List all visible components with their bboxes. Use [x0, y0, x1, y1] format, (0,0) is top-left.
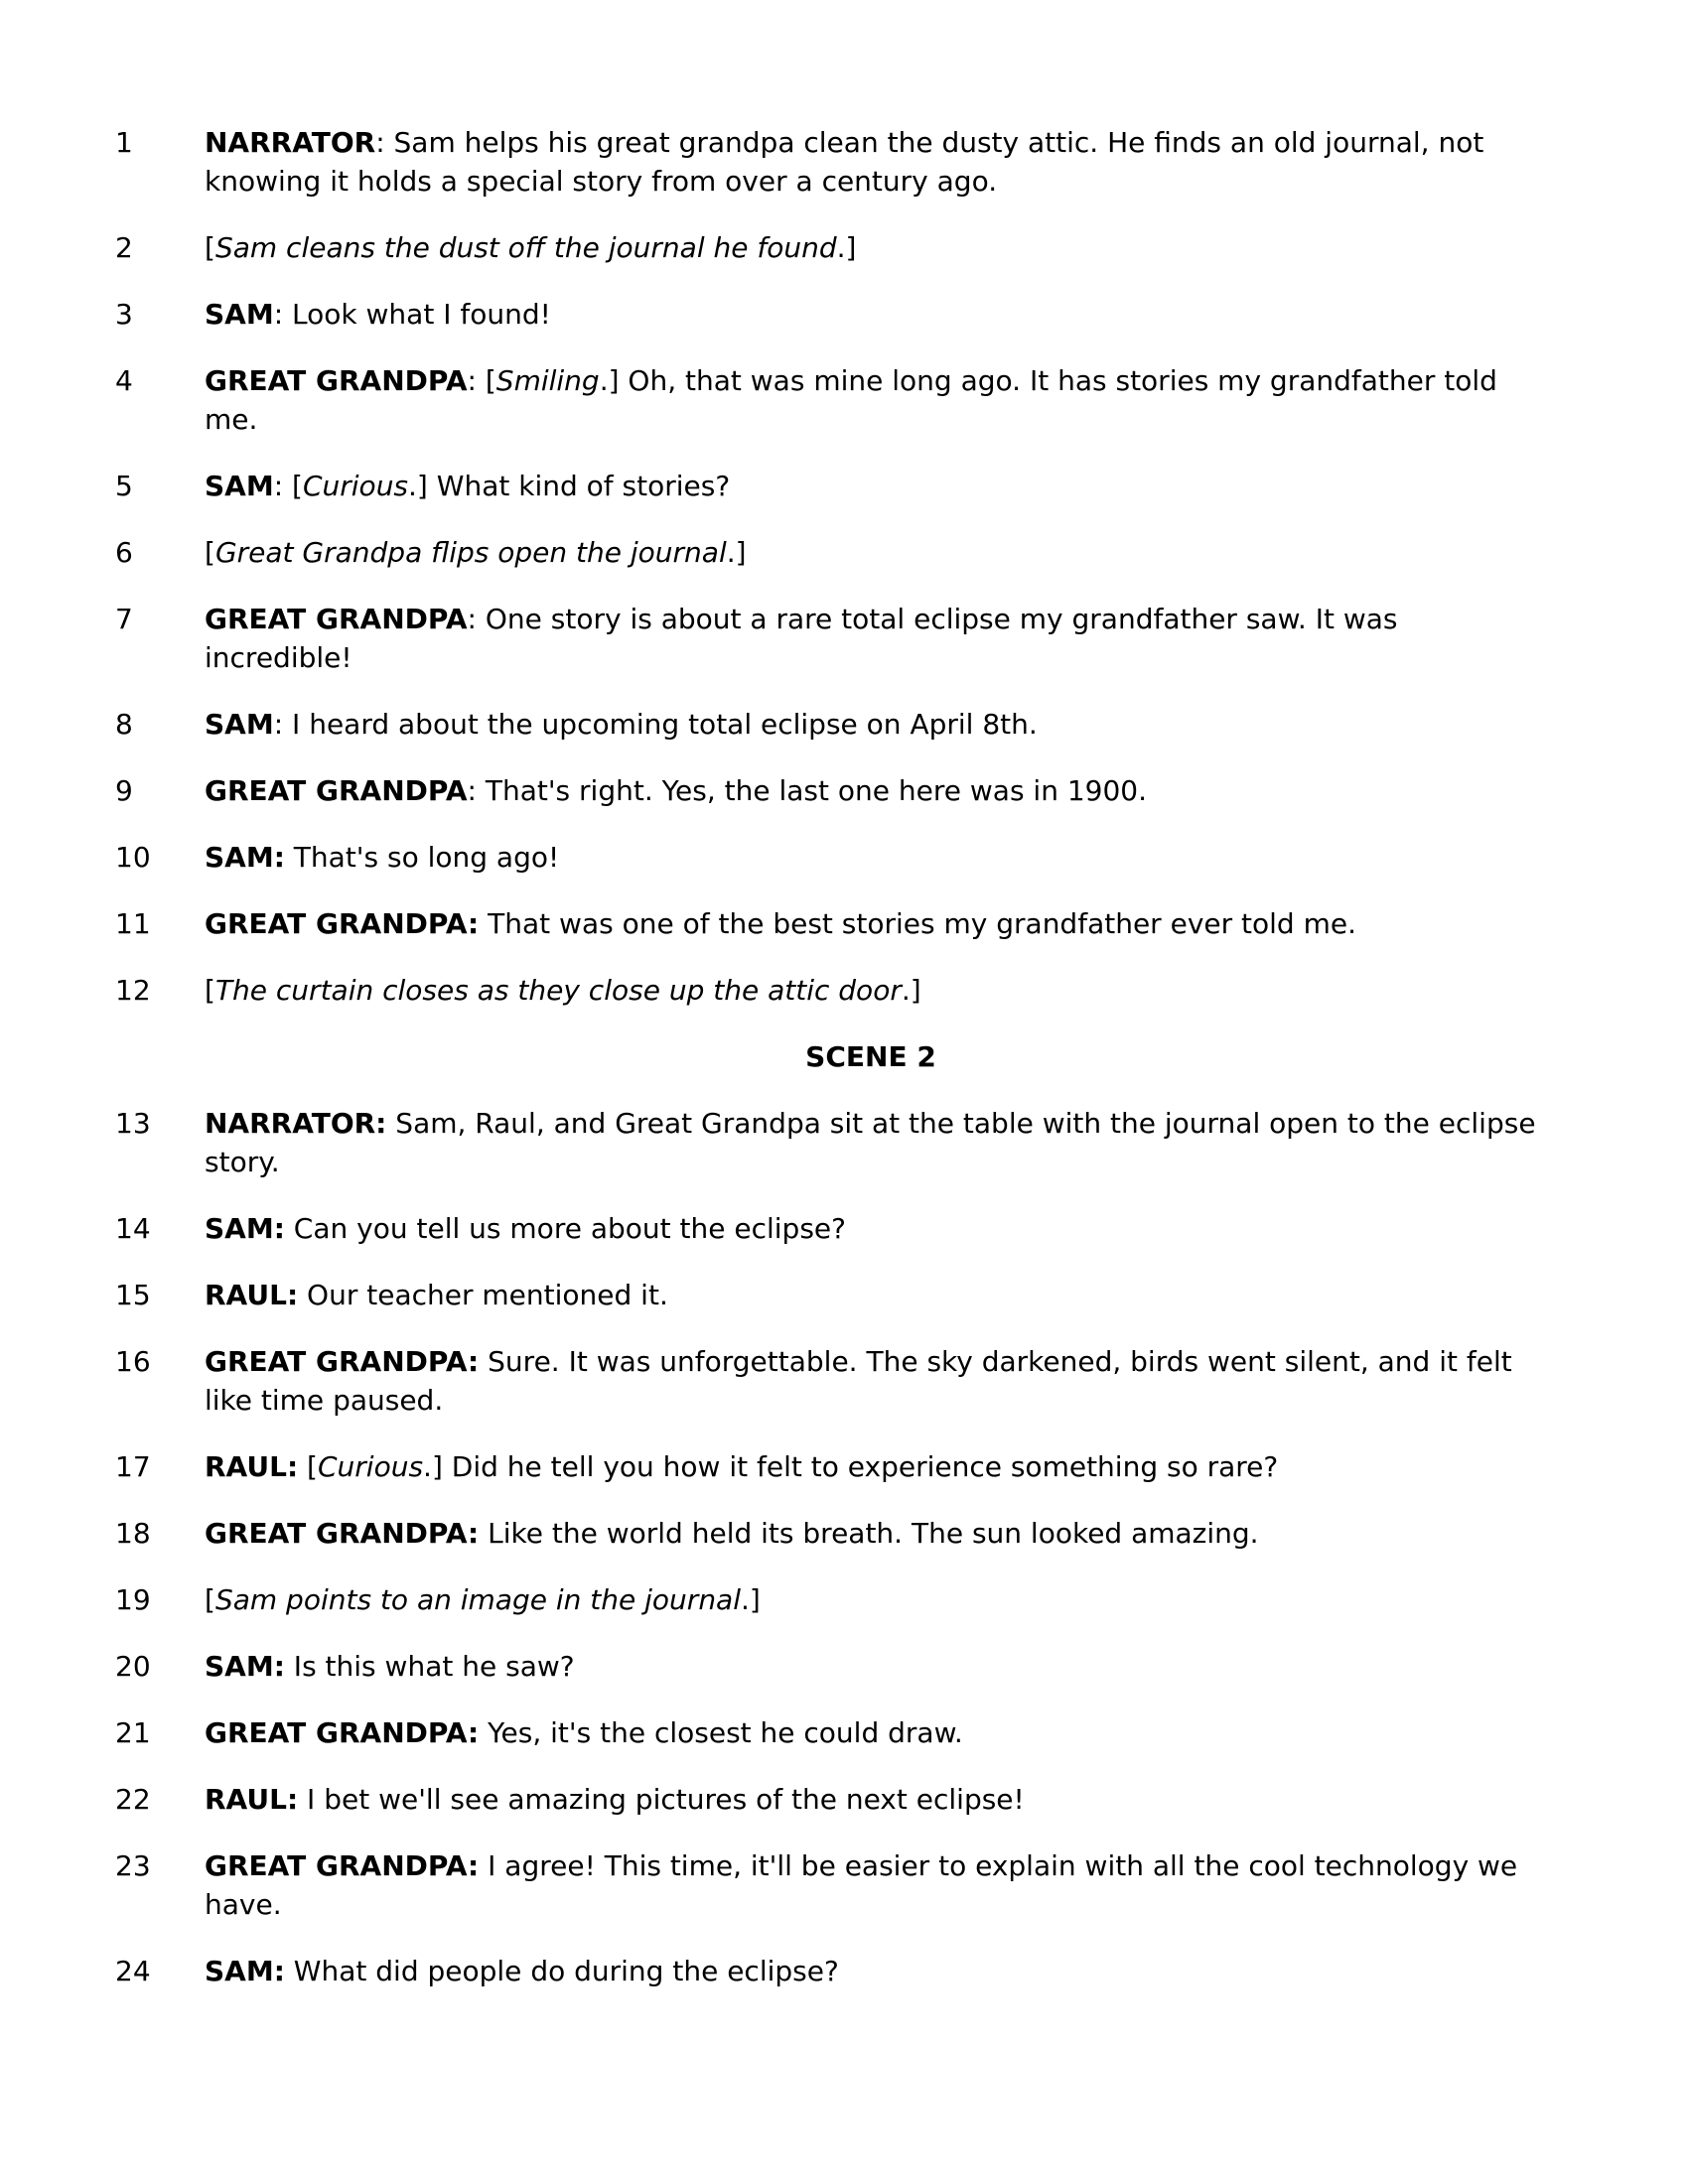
line-text-segment: GREAT GRANDPA:	[205, 1517, 480, 1550]
line-text-segment: [	[298, 1450, 318, 1483]
line-text-segment: Sam cleans the dust off the journal he found	[214, 231, 837, 264]
line-text-segment: I bet we'll see amazing pictures of the next eclipse!	[298, 1783, 1025, 1816]
line-text-segment: .]	[741, 1583, 761, 1616]
script-line	[115, 361, 1537, 439]
line-text	[205, 1647, 1537, 1686]
script-line	[115, 1952, 1537, 1990]
scene-heading-row	[115, 1037, 1537, 1076]
line-text-segment: : One story is about a rare total eclipse my grandfather saw. It was incredible!	[205, 603, 1398, 674]
line-text-segment: SAM:	[205, 1650, 285, 1683]
line-text-segment: .] What kind of stories?	[408, 470, 731, 502]
line-text	[205, 705, 1537, 744]
line-text-segment: .]	[836, 231, 857, 264]
line-number: 6	[115, 536, 133, 569]
line-text	[205, 228, 1537, 267]
line-text	[205, 1952, 1537, 1990]
line-text	[205, 295, 1537, 334]
line-text-segment: SAM	[205, 708, 274, 741]
script-line	[115, 1713, 1537, 1752]
line-text-segment: .] Did he tell you how it felt to experience something so rare?	[423, 1450, 1279, 1483]
line-text	[205, 1846, 1537, 1924]
line-text-segment: Curious	[302, 470, 409, 502]
line-text-segment: GREAT GRANDPA:	[205, 1716, 480, 1749]
line-text-segment: [	[205, 536, 215, 569]
line-text	[205, 1580, 1537, 1619]
line-text	[205, 771, 1537, 810]
line-text-segment: That was one of the best stories my grandfather ever told me.	[479, 907, 1356, 940]
line-number: 5	[115, 470, 133, 502]
line-text-segment: Our teacher mentioned it.	[298, 1279, 668, 1311]
line-number: 7	[115, 603, 133, 635]
line-text-segment: GREAT GRANDPA:	[205, 1345, 480, 1378]
script-line	[115, 295, 1537, 334]
line-text-segment: : Sam helps his great grandpa clean the dusty attic. He finds an old journal, not knowing it holds a special story from over a century ago.	[205, 126, 1484, 198]
line-text	[205, 904, 1537, 943]
script-body	[115, 123, 1537, 2018]
script-line	[115, 971, 1537, 1010]
line-number: 1	[115, 126, 133, 159]
line-number: 11	[115, 907, 151, 940]
script-line	[115, 467, 1537, 505]
scene-heading: SCENE 2	[805, 1040, 936, 1073]
line-text-segment: Can you tell us more about the eclipse?	[284, 1212, 847, 1245]
line-text-segment: I agree! This time, it'll be easier to explain with all the cool technology we have.	[205, 1849, 1518, 1921]
script-line	[115, 1276, 1537, 1314]
line-text-segment: RAUL:	[205, 1783, 299, 1816]
line-text	[205, 971, 1537, 1010]
line-number: 20	[115, 1650, 151, 1683]
script-line	[115, 904, 1537, 943]
line-text-segment: RAUL:	[205, 1450, 299, 1483]
line-text	[205, 1104, 1537, 1181]
line-text-segment: Great Grandpa flips open the journal	[214, 536, 727, 569]
line-text-segment: : [	[467, 364, 496, 397]
line-text	[205, 1342, 1537, 1420]
line-number: 15	[115, 1279, 151, 1311]
line-text-segment: Sam, Raul, and Great Grandpa sit at the table with the journal open to the eclipse story.	[205, 1107, 1536, 1178]
line-text-segment: GREAT GRANDPA:	[205, 1849, 480, 1882]
script-line	[115, 1104, 1537, 1181]
line-text-segment: Yes, it's the closest he could draw.	[479, 1716, 963, 1749]
script-line	[115, 1580, 1537, 1619]
line-text-segment: Sam points to an image in the journal	[214, 1583, 741, 1616]
line-text-segment: Is this what he saw?	[284, 1650, 575, 1683]
line-number: 21	[115, 1716, 151, 1749]
script-line	[115, 771, 1537, 810]
line-text	[205, 1713, 1537, 1752]
line-text-segment: GREAT GRANDPA	[205, 603, 468, 635]
script-line	[115, 1342, 1537, 1420]
line-text-segment: [	[205, 231, 215, 264]
line-text-segment: .]	[901, 974, 921, 1007]
script-line	[115, 600, 1537, 677]
line-number: 24	[115, 1955, 151, 1987]
line-text-segment: SAM:	[205, 841, 285, 874]
line-text	[205, 1780, 1537, 1819]
script-line	[115, 705, 1537, 744]
line-number: 14	[115, 1212, 151, 1245]
line-text	[205, 361, 1537, 439]
line-text-segment: : That's right. Yes, the last one here was in 1900.	[467, 774, 1148, 807]
script-line	[115, 1647, 1537, 1686]
line-number: 3	[115, 298, 133, 331]
script-line	[115, 1780, 1537, 1819]
line-text-segment: GREAT GRANDPA:	[205, 907, 480, 940]
line-text	[205, 1209, 1537, 1248]
line-text-segment: Sure. It was unforgettable. The sky darkened, birds went silent, and it felt like time paused.	[205, 1345, 1512, 1417]
line-number: 8	[115, 708, 133, 741]
line-text-segment: GREAT GRANDPA	[205, 364, 468, 397]
line-text	[205, 467, 1537, 505]
line-text-segment: Like the world held its breath. The sun looked amazing.	[479, 1517, 1259, 1550]
line-number: 12	[115, 974, 151, 1007]
line-text-segment: NARRATOR:	[205, 1107, 387, 1140]
line-number: 17	[115, 1450, 151, 1483]
line-text-segment: SAM	[205, 298, 274, 331]
line-text-segment: SAM:	[205, 1955, 285, 1987]
line-text-segment: SAM:	[205, 1212, 285, 1245]
script-line	[115, 1209, 1537, 1248]
script-line	[115, 1447, 1537, 1486]
line-text-segment: RAUL:	[205, 1279, 299, 1311]
line-text-segment: That's so long ago!	[284, 841, 560, 874]
line-text-segment: : Look what I found!	[273, 298, 551, 331]
script-line	[115, 1514, 1537, 1553]
line-number: 23	[115, 1849, 151, 1882]
script-line	[115, 1846, 1537, 1924]
line-text-segment: .] Oh, that was mine long ago. It has stories my grandfather told me.	[205, 364, 1497, 436]
line-text-segment: : [	[273, 470, 303, 502]
line-text-segment: [	[205, 974, 215, 1007]
line-number: 16	[115, 1345, 151, 1378]
script-line	[115, 838, 1537, 877]
line-text	[205, 1447, 1537, 1486]
line-text	[205, 1514, 1537, 1553]
line-text	[205, 533, 1537, 572]
script-line	[115, 533, 1537, 572]
line-text-segment: SAM	[205, 470, 274, 502]
line-number: 19	[115, 1583, 151, 1616]
line-text-segment: The curtain closes as they close up the attic door	[214, 974, 902, 1007]
line-text	[205, 600, 1537, 677]
line-text-segment: What did people do during the eclipse?	[284, 1955, 839, 1987]
line-text-segment: Curious	[317, 1450, 424, 1483]
line-number: 10	[115, 841, 151, 874]
line-text-segment: Smiling	[495, 364, 600, 397]
line-text	[205, 123, 1537, 201]
script-line	[115, 123, 1537, 201]
line-text-segment: GREAT GRANDPA	[205, 774, 468, 807]
line-text-segment: [	[205, 1583, 215, 1616]
line-text	[205, 1276, 1537, 1314]
line-number: 9	[115, 774, 133, 807]
line-text-segment: : I heard about the upcoming total eclipse on April 8th.	[273, 708, 1038, 741]
script-line	[115, 228, 1537, 267]
line-number: 18	[115, 1517, 151, 1550]
line-text	[205, 838, 1537, 877]
line-number: 2	[115, 231, 133, 264]
line-number: 22	[115, 1783, 151, 1816]
line-number: 4	[115, 364, 133, 397]
line-text-segment: NARRATOR	[205, 126, 376, 159]
line-number: 13	[115, 1107, 151, 1140]
line-text-segment: .]	[726, 536, 747, 569]
